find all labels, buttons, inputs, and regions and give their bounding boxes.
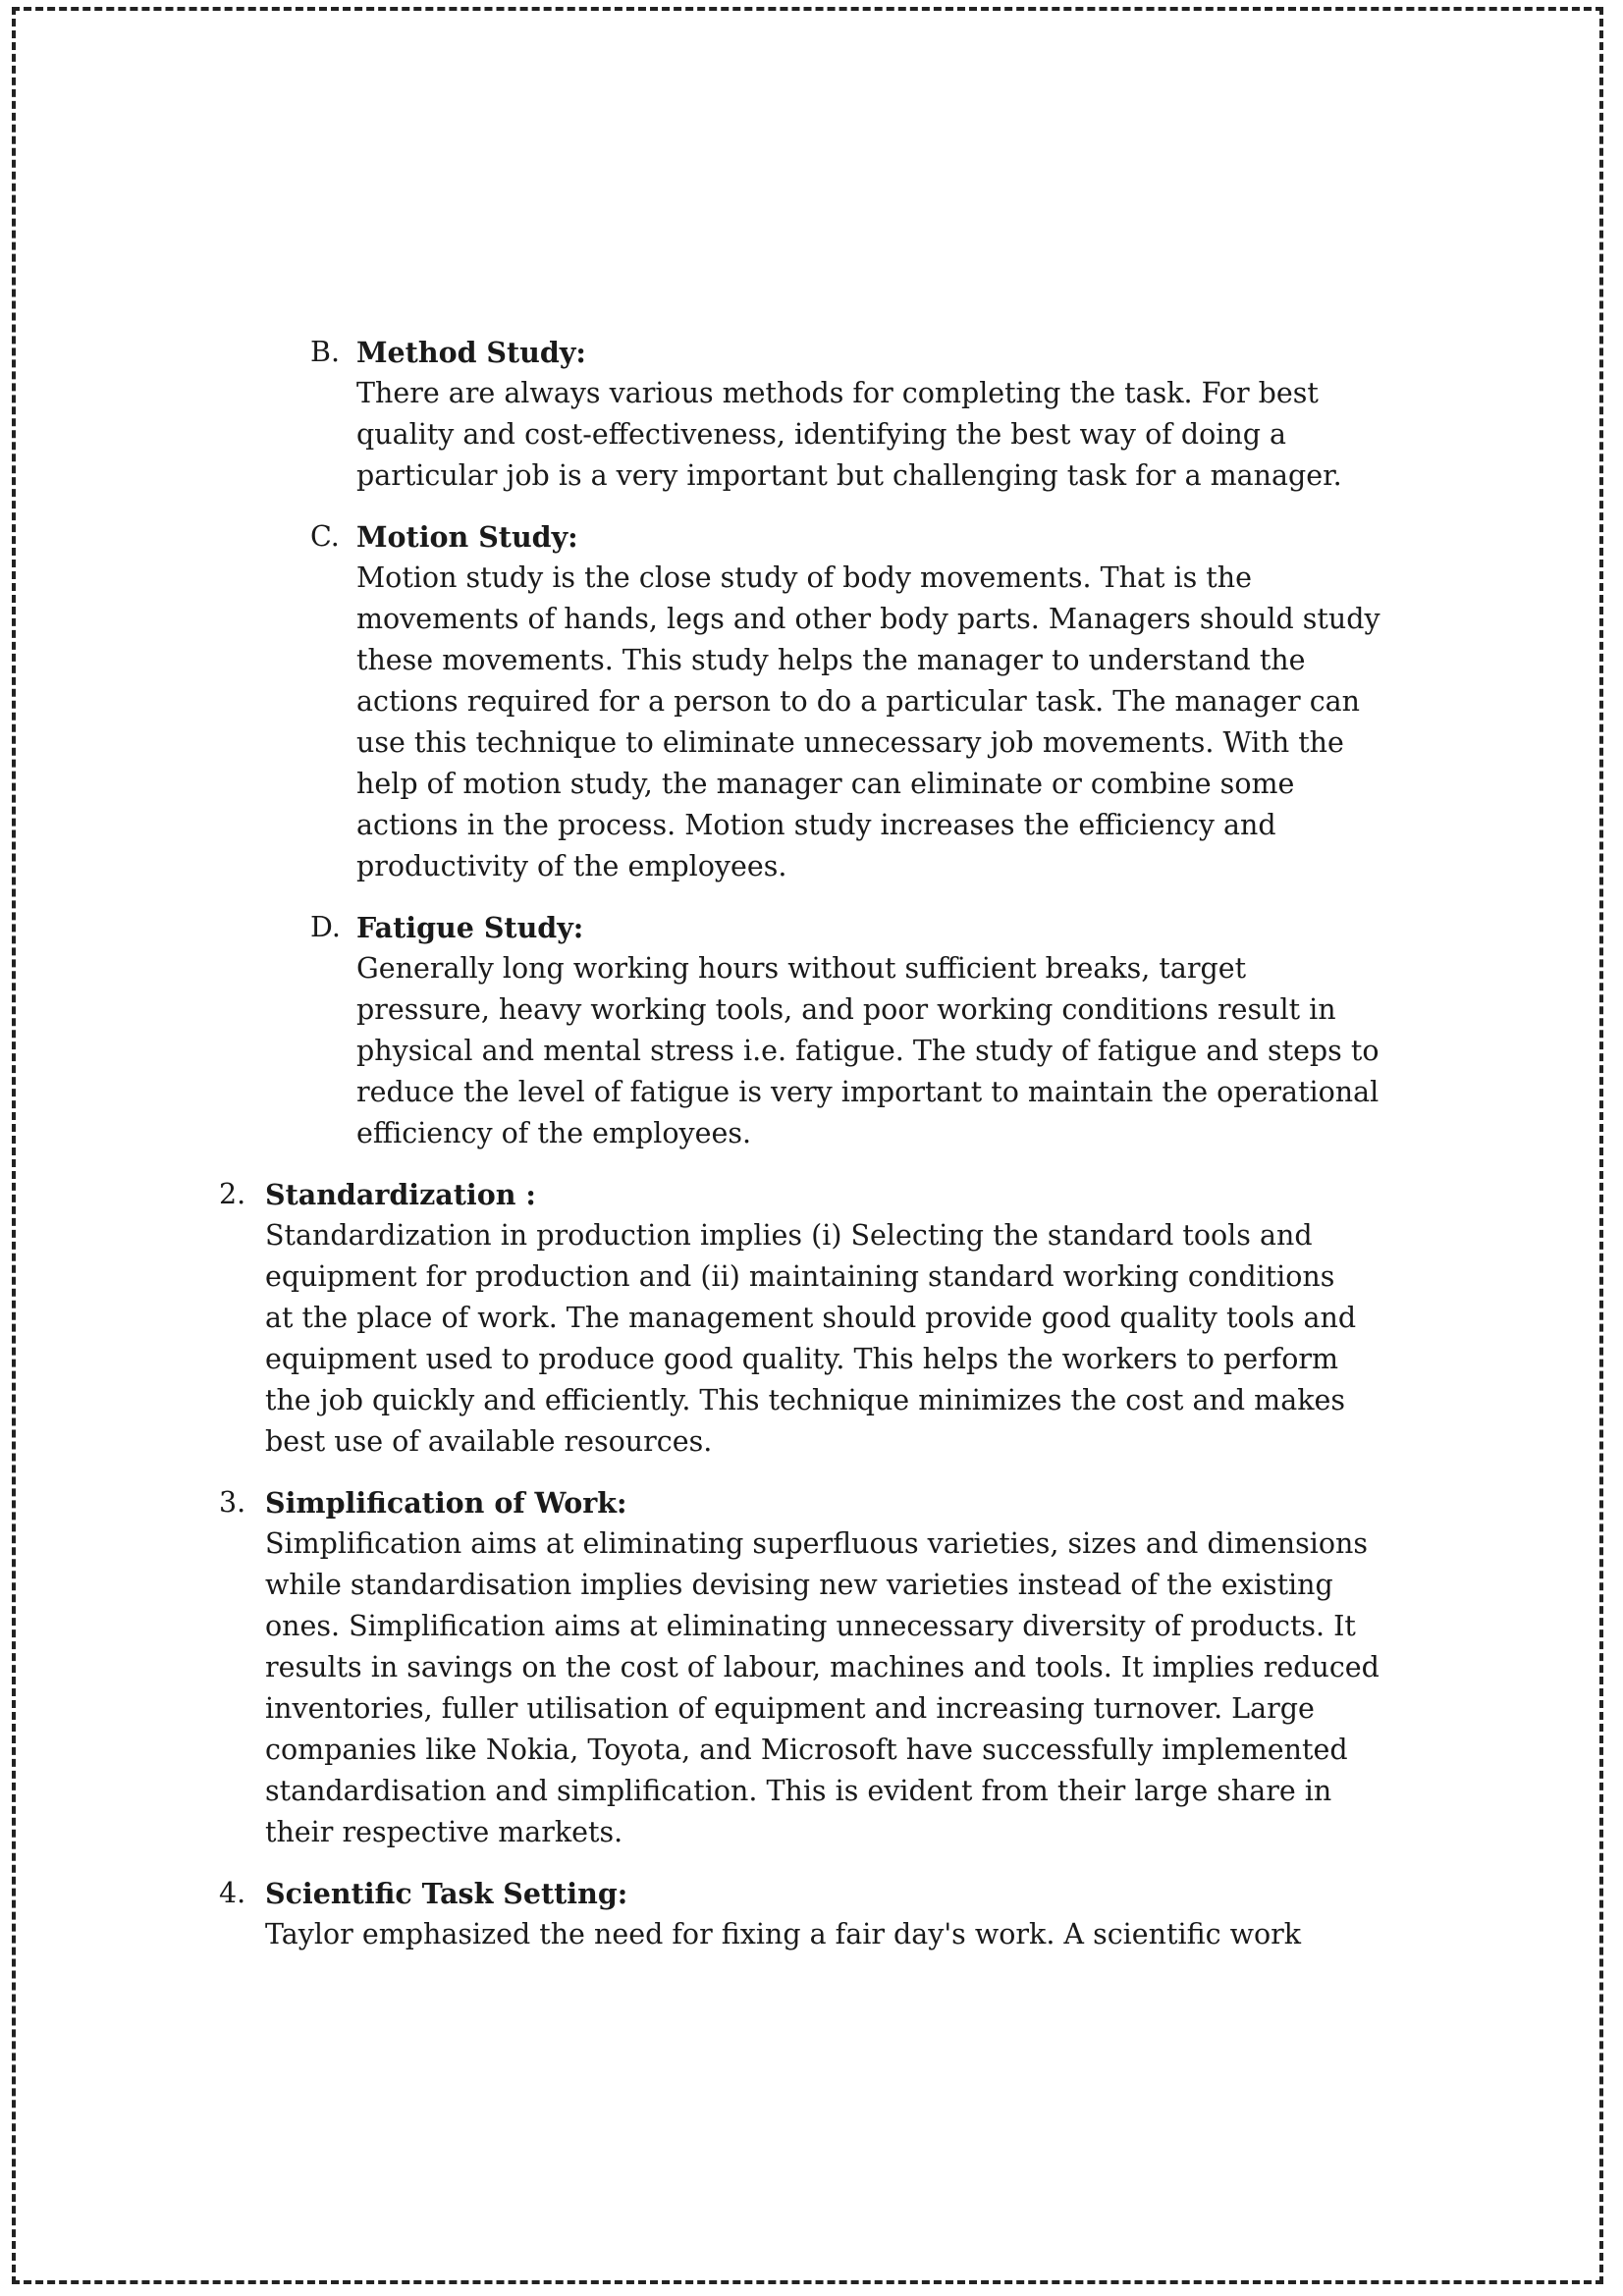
body-line: the job quickly and efficiently. This technique minimizes the cost and makes [265, 1384, 1345, 1416]
body-line: efficiency of the employees. [356, 1117, 752, 1149]
item-heading: Standardization : [265, 1178, 536, 1211]
body-line: Simplification aims at eliminating superfluous varieties, sizes and dimensions [265, 1527, 1368, 1560]
body-line: use this technique to eliminate unnecessary job movements. With the [356, 726, 1344, 759]
body-line: Motion study is the close study of body movements. That is the [356, 561, 1252, 594]
item-heading: Scientific Task Setting: [265, 1877, 628, 1910]
item-standardization [219, 1174, 1414, 1463]
item-scientific-task-setting [219, 1873, 1414, 1955]
body-line: pressure, heavy working tools, and poor working conditions result in [356, 993, 1336, 1026]
item-heading: Simplification of Work: [265, 1486, 627, 1520]
body-line: equipment for production and (ii) maintaining standard working conditions [265, 1260, 1335, 1293]
body-line: results in savings on the cost of labour, machines and tools. It implies reduced [265, 1651, 1380, 1683]
body-line: their respective markets. [265, 1816, 623, 1848]
body-line: There are always various methods for completing the task. For best [356, 377, 1319, 409]
sub-item-list [310, 332, 1414, 1154]
body-line: standardisation and simplification. This is evident from their large share in [265, 1775, 1332, 1807]
sub-item-heading: Motion Study: [356, 520, 578, 554]
sub-item-marker: B. [310, 336, 341, 368]
sub-item-marker: D. [310, 911, 341, 943]
item-marker: 2. [219, 1178, 246, 1210]
sub-item-fatigue-study [310, 907, 1414, 1154]
sub-item-marker: C. [310, 520, 340, 553]
body-line: at the place of work. The management should provide good quality tools and [265, 1302, 1357, 1334]
body-line: actions required for a person to do a particular task. The manager can [356, 685, 1361, 718]
body-line: reduce the level of fatigue is very important to maintain the operational [356, 1076, 1380, 1108]
sub-item-heading: Fatigue Study: [356, 911, 584, 944]
body-line: Generally long working hours without sufficient breaks, target [356, 952, 1247, 985]
body-line: movements of hands, legs and other body parts. Managers should study [356, 603, 1380, 635]
sub-item-heading: Method Study: [356, 336, 586, 369]
item-marker: 3. [219, 1486, 246, 1519]
body-line: while standardisation implies devising new varieties instead of the existing [265, 1569, 1333, 1601]
body-line: these movements. This study helps the manager to understand the [356, 644, 1306, 676]
item-simplification-of-work [219, 1482, 1414, 1853]
body-line: productivity of the employees. [356, 850, 787, 882]
body-line: Standardization in production implies (i) Selecting the standard tools and [265, 1219, 1313, 1252]
sub-item-method-study [310, 332, 1414, 497]
body-line: physical and mental stress i.e. fatigue. The study of fatigue and steps to [356, 1035, 1380, 1067]
body-line: best use of available resources. [265, 1425, 713, 1458]
body-line: particular job is a very important but challenging task for a manager. [356, 459, 1342, 492]
sub-item-motion-study [310, 516, 1414, 887]
body-line: ones. Simplification aims at eliminating unnecessary diversity of products. It [265, 1610, 1356, 1642]
body-line: companies like Nokia, Toyota, and Microsoft have successfully implemented [265, 1734, 1348, 1766]
document-content [219, 332, 1414, 1975]
body-line: help of motion study, the manager can eliminate or combine some [356, 768, 1295, 800]
body-line: Taylor emphasized the need for fixing a fair day's work. A scientific work [265, 1918, 1302, 1950]
body-line: equipment used to produce good quality. This helps the workers to perform [265, 1343, 1339, 1375]
item-marker: 4. [219, 1877, 246, 1909]
body-line: quality and cost-effectiveness, identifying the best way of doing a [356, 418, 1287, 451]
body-line: actions in the process. Motion study increases the efficiency and [356, 809, 1276, 841]
body-line: inventories, fuller utilisation of equipment and increasing turnover. Large [265, 1692, 1315, 1725]
